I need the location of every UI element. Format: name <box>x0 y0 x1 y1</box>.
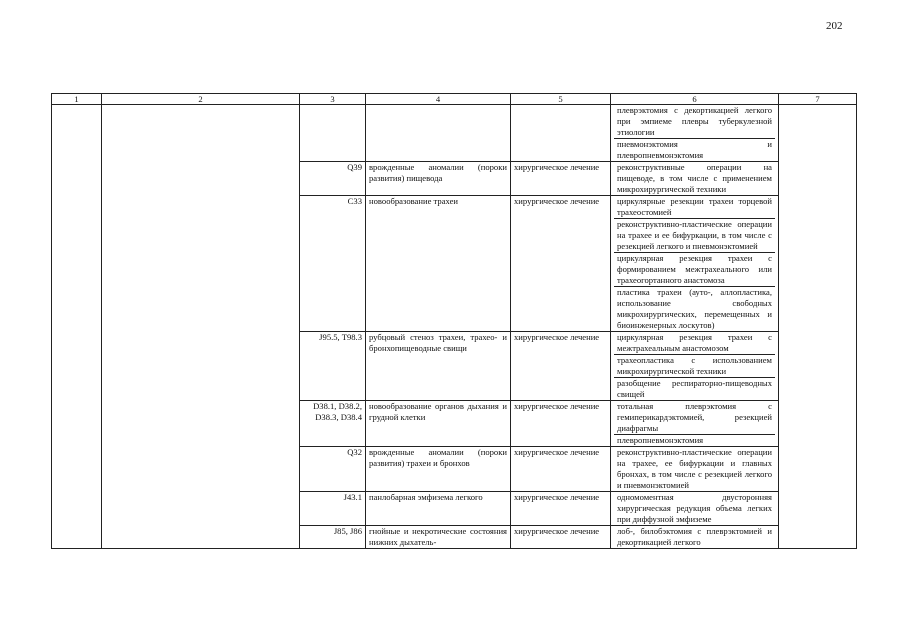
intervention-item: циркулярная резекция трахеи с формированием межтрахеального или трахеогортанного анастомоза <box>614 253 775 287</box>
interventions-cell <box>611 492 779 526</box>
header-cell: 7 <box>779 94 857 105</box>
col1-cell <box>52 105 102 549</box>
col7-cell <box>779 105 857 549</box>
diagnosis-code: J85, J86 <box>300 526 366 549</box>
intervention-item: трахеопластика с использованием микрохирургической техники <box>614 355 775 378</box>
treatment-type: хирургическое лечение <box>511 196 611 332</box>
condition-text: рубцовый стеноз трахеи, трахео- и бронхопищеводные свищи <box>366 332 511 401</box>
intervention-item: тотальная плеврэктомия с гемиперикардэктомией, резекцией диафрагмы <box>614 401 775 435</box>
header-cell: 4 <box>366 94 511 105</box>
condition-text: врожденные аномалии (пороки развития) пищевода <box>366 162 511 196</box>
treatment-type: хирургическое лечение <box>511 162 611 196</box>
interventions-cell <box>611 332 779 401</box>
header-cell: 5 <box>511 94 611 105</box>
intervention-item: одномоментная двусторонняя хирургическая редукция объема легких при диффузной эмфиземе <box>617 492 772 524</box>
procedures-table <box>51 93 857 549</box>
interventions-cell <box>611 401 779 447</box>
diagnosis-code: J43.1 <box>300 492 366 526</box>
header-row <box>52 94 857 105</box>
intervention-item: плевропневмонэктомия <box>617 435 704 445</box>
condition-text: гнойные и некротические состояния нижних дыхатель- <box>366 526 511 549</box>
intervention-item: плеврэктомия с декортикацией легкого при эмпиеме плевры туберкулезной этиологии <box>614 105 775 139</box>
intervention-item: реконструктивно-пластические операции на трахее, ее бифуркации и главных бронхах, в том числе с резекцией легкого и пневмонэктомией <box>617 447 772 490</box>
header-cell: 3 <box>300 94 366 105</box>
condition-text: врожденные аномалии (пороки развития) трахеи и бронхов <box>366 447 511 492</box>
diagnosis-code <box>300 105 366 162</box>
intervention-item: пластика трахеи (ауто-, аллопластика, использование свободных микрохирургических, перемещенных и биоинженерных лоскутов) <box>617 287 772 330</box>
col2-cell <box>102 105 300 549</box>
intervention-item: реконструктивные операции на пищеводе, в том числе с применением микрохирургической техники <box>617 162 772 194</box>
diagnosis-code: D38.1, D38.2, D38.3, D38.4 <box>300 401 366 447</box>
diagnosis-code: J95.5, T98.3 <box>300 332 366 401</box>
interventions-cell <box>611 447 779 492</box>
interventions-cell <box>611 196 779 332</box>
condition-text: панлобарная эмфизема легкого <box>366 492 511 526</box>
diagnosis-code: Q32 <box>300 447 366 492</box>
intervention-item: циркулярные резекции трахеи торцевой трахеостомией <box>614 196 775 219</box>
interventions-cell <box>611 105 779 162</box>
header-cell: 6 <box>611 94 779 105</box>
interventions-cell <box>611 526 779 549</box>
condition-text: новообразование трахеи <box>366 196 511 332</box>
page-number: 202 <box>826 20 843 32</box>
treatment-type <box>511 105 611 162</box>
treatment-type: хирургическое лечение <box>511 332 611 401</box>
interventions-cell <box>611 162 779 196</box>
intervention-item: лоб-, билобэктомия с плеврэктомией и декортикацией легкого <box>617 526 772 547</box>
treatment-type: хирургическое лечение <box>511 447 611 492</box>
diagnosis-code: Q39 <box>300 162 366 196</box>
intervention-item: пневмонэктомия и плевропневмонэктомия <box>617 139 772 160</box>
treatment-type: хирургическое лечение <box>511 492 611 526</box>
header-cell: 2 <box>102 94 300 105</box>
condition-text <box>366 105 511 162</box>
intervention-item: циркулярная резекция трахеи с межтрахеальным анастомозом <box>614 332 775 355</box>
condition-text: новообразование органов дыхания и грудной клетки <box>366 401 511 447</box>
intervention-item: разобщение респираторно-пищеводных свищей <box>617 378 772 399</box>
header-cell: 1 <box>52 94 102 105</box>
treatment-type: хирургическое лечение <box>511 526 611 549</box>
table-row <box>52 105 857 162</box>
treatment-type: хирургическое лечение <box>511 401 611 447</box>
diagnosis-code: C33 <box>300 196 366 332</box>
intervention-item: реконструктивно-пластические операции на трахее и ее бифуркации, в том числе с резекцией легкого и пневмонэктомией <box>614 219 775 253</box>
